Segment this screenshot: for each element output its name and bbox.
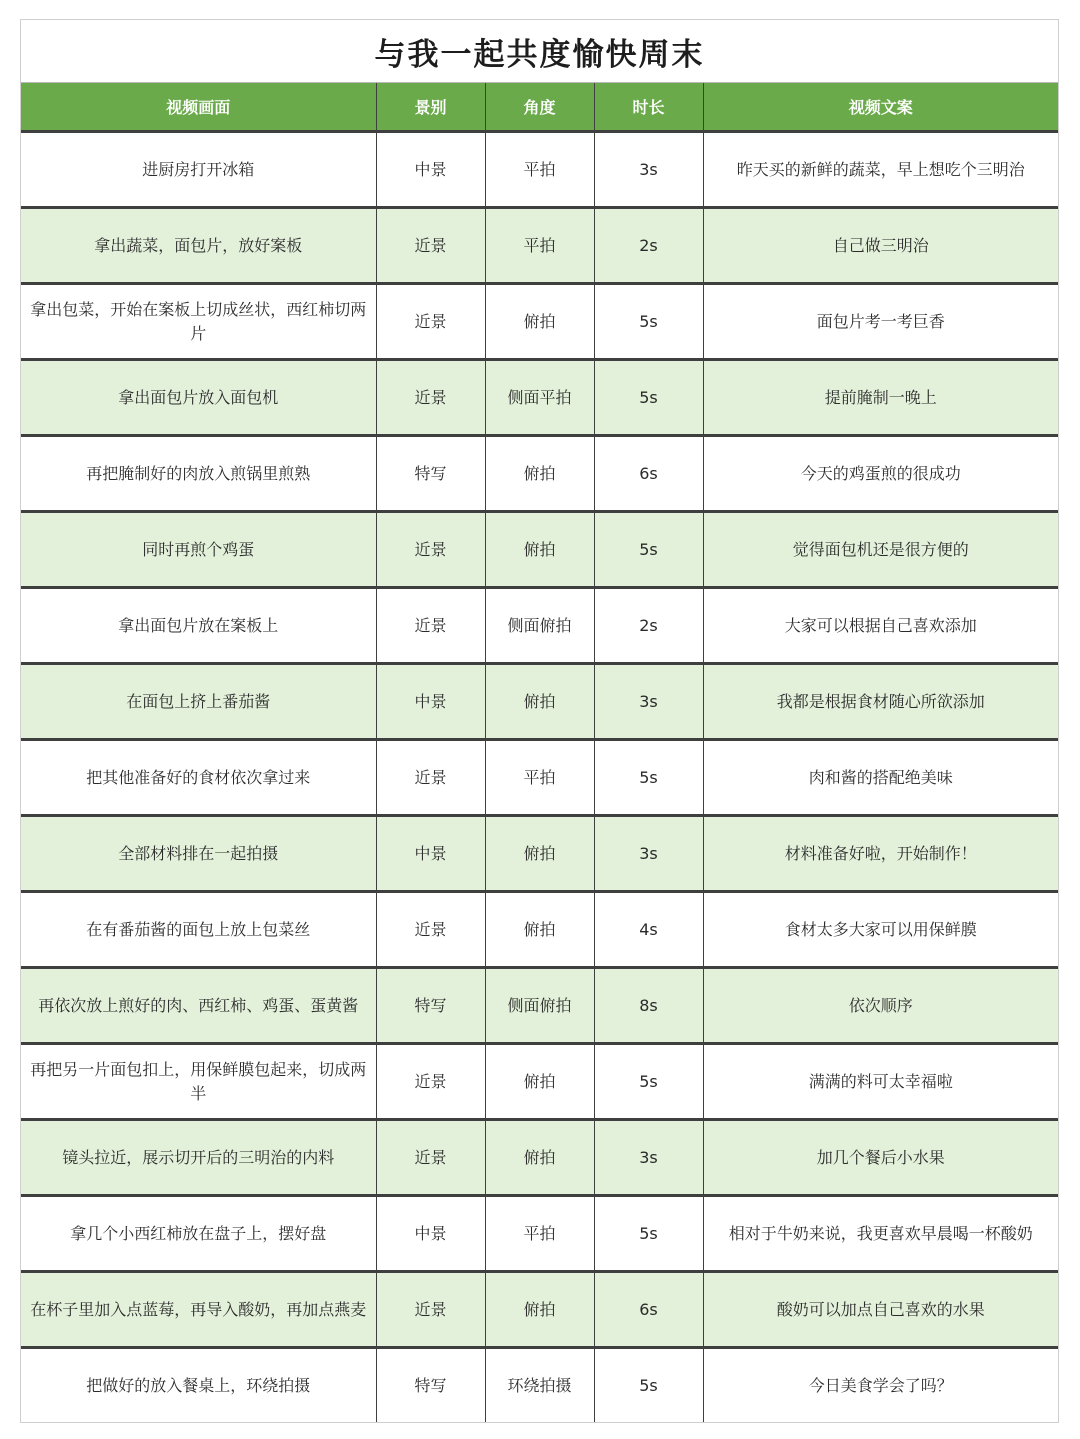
cell-shot: 中景 xyxy=(376,132,485,208)
cell-duration: 3s xyxy=(594,1120,703,1196)
cell-shot: 特写 xyxy=(376,1348,485,1423)
cell-scene: 拿出蔬菜，面包片，放好案板 xyxy=(21,208,376,284)
cell-angle: 俯拍 xyxy=(485,1272,594,1348)
table-row xyxy=(21,208,1058,284)
cell-scene: 全部材料排在一起拍摄 xyxy=(21,816,376,892)
table-row xyxy=(21,284,1058,360)
table-row xyxy=(21,1120,1058,1196)
cell-shot: 中景 xyxy=(376,1196,485,1272)
cell-duration: 5s xyxy=(594,360,703,436)
cell-shot: 近景 xyxy=(376,1044,485,1120)
cell-copy: 我都是根据食材随心所欲添加 xyxy=(703,664,1058,740)
header-angle: 角度 xyxy=(485,83,594,132)
cell-duration: 5s xyxy=(594,284,703,360)
cell-angle: 平拍 xyxy=(485,1196,594,1272)
cell-angle: 俯拍 xyxy=(485,816,594,892)
cell-shot: 近景 xyxy=(376,360,485,436)
header-shot: 景别 xyxy=(376,83,485,132)
table-row xyxy=(21,1196,1058,1272)
header-copy: 视频文案 xyxy=(703,83,1058,132)
cell-angle: 俯拍 xyxy=(485,664,594,740)
cell-copy: 依次顺序 xyxy=(703,968,1058,1044)
cell-scene: 在面包上挤上番茄酱 xyxy=(21,664,376,740)
cell-shot: 近景 xyxy=(376,1120,485,1196)
cell-duration: 2s xyxy=(594,588,703,664)
cell-copy: 觉得面包机还是很方便的 xyxy=(703,512,1058,588)
cell-copy: 材料准备好啦，开始制作！ xyxy=(703,816,1058,892)
cell-copy: 加几个餐后小水果 xyxy=(703,1120,1058,1196)
cell-angle: 侧面俯拍 xyxy=(485,588,594,664)
cell-angle: 侧面平拍 xyxy=(485,360,594,436)
storyboard-sheet xyxy=(20,19,1059,1423)
cell-duration: 3s xyxy=(594,816,703,892)
cell-duration: 5s xyxy=(594,1348,703,1423)
cell-duration: 4s xyxy=(594,892,703,968)
cell-angle: 俯拍 xyxy=(485,512,594,588)
table-row xyxy=(21,1044,1058,1120)
cell-angle: 俯拍 xyxy=(485,892,594,968)
cell-scene: 把做好的放入餐桌上，环绕拍摄 xyxy=(21,1348,376,1423)
storyboard-table xyxy=(21,83,1058,1422)
page-title: 与我一起共度愉快周末 xyxy=(21,20,1058,83)
cell-angle: 俯拍 xyxy=(485,284,594,360)
cell-shot: 特写 xyxy=(376,436,485,512)
cell-scene: 拿出面包片放在案板上 xyxy=(21,588,376,664)
cell-shot: 近景 xyxy=(376,284,485,360)
cell-copy: 大家可以根据自己喜欢添加 xyxy=(703,588,1058,664)
cell-scene: 再依次放上煎好的肉、西红柿、鸡蛋、蛋黄酱 xyxy=(21,968,376,1044)
cell-duration: 5s xyxy=(594,1044,703,1120)
cell-shot: 近景 xyxy=(376,740,485,816)
cell-shot: 中景 xyxy=(376,664,485,740)
table-row xyxy=(21,436,1058,512)
cell-scene: 把其他准备好的食材依次拿过来 xyxy=(21,740,376,816)
table-row xyxy=(21,740,1058,816)
table-row xyxy=(21,132,1058,208)
cell-angle: 平拍 xyxy=(485,740,594,816)
cell-duration: 5s xyxy=(594,740,703,816)
cell-copy: 面包片考一考巨香 xyxy=(703,284,1058,360)
cell-scene: 同时再煎个鸡蛋 xyxy=(21,512,376,588)
table-body xyxy=(21,132,1058,1423)
header-scene: 视频画面 xyxy=(21,83,376,132)
cell-scene: 在杯子里加入点蓝莓，再导入酸奶，再加点燕麦 xyxy=(21,1272,376,1348)
table-row xyxy=(21,1348,1058,1423)
table-row xyxy=(21,968,1058,1044)
cell-duration: 6s xyxy=(594,436,703,512)
cell-scene: 进厨房打开冰箱 xyxy=(21,132,376,208)
cell-angle: 俯拍 xyxy=(485,436,594,512)
cell-scene: 再把另一片面包扣上，用保鲜膜包起来，切成两半 xyxy=(21,1044,376,1120)
cell-duration: 5s xyxy=(594,512,703,588)
cell-shot: 近景 xyxy=(376,892,485,968)
cell-duration: 5s xyxy=(594,1196,703,1272)
table-row xyxy=(21,664,1058,740)
cell-duration: 6s xyxy=(594,1272,703,1348)
cell-shot: 特写 xyxy=(376,968,485,1044)
cell-shot: 近景 xyxy=(376,588,485,664)
cell-copy: 肉和酱的搭配绝美味 xyxy=(703,740,1058,816)
table-row xyxy=(21,892,1058,968)
cell-angle: 俯拍 xyxy=(485,1044,594,1120)
table-row xyxy=(21,816,1058,892)
cell-scene: 再把腌制好的肉放入煎锅里煎熟 xyxy=(21,436,376,512)
cell-duration: 8s xyxy=(594,968,703,1044)
cell-scene: 拿出包菜，开始在案板上切成丝状，西红柿切两片 xyxy=(21,284,376,360)
cell-copy: 提前腌制一晚上 xyxy=(703,360,1058,436)
table-row xyxy=(21,588,1058,664)
cell-copy: 满满的料可太幸福啦 xyxy=(703,1044,1058,1120)
header-duration: 时长 xyxy=(594,83,703,132)
cell-duration: 3s xyxy=(594,132,703,208)
cell-angle: 环绕拍摄 xyxy=(485,1348,594,1423)
cell-duration: 2s xyxy=(594,208,703,284)
cell-angle: 平拍 xyxy=(485,132,594,208)
cell-copy: 今日美食学会了吗？ xyxy=(703,1348,1058,1423)
cell-copy: 酸奶可以加点自己喜欢的水果 xyxy=(703,1272,1058,1348)
cell-scene: 拿出面包片放入面包机 xyxy=(21,360,376,436)
cell-scene: 镜头拉近，展示切开后的三明治的内料 xyxy=(21,1120,376,1196)
cell-shot: 近景 xyxy=(376,208,485,284)
cell-angle: 俯拍 xyxy=(485,1120,594,1196)
cell-scene: 拿几个小西红柿放在盘子上，摆好盘 xyxy=(21,1196,376,1272)
cell-copy: 昨天买的新鲜的蔬菜，早上想吃个三明治 xyxy=(703,132,1058,208)
cell-copy: 食材太多大家可以用保鲜膜 xyxy=(703,892,1058,968)
cell-copy: 今天的鸡蛋煎的很成功 xyxy=(703,436,1058,512)
cell-shot: 中景 xyxy=(376,816,485,892)
table-header xyxy=(21,83,1058,132)
cell-copy: 相对于牛奶来说，我更喜欢早晨喝一杯酸奶 xyxy=(703,1196,1058,1272)
cell-shot: 近景 xyxy=(376,1272,485,1348)
table-row xyxy=(21,1272,1058,1348)
cell-angle: 侧面俯拍 xyxy=(485,968,594,1044)
cell-shot: 近景 xyxy=(376,512,485,588)
cell-copy: 自己做三明治 xyxy=(703,208,1058,284)
cell-duration: 3s xyxy=(594,664,703,740)
cell-scene: 在有番茄酱的面包上放上包菜丝 xyxy=(21,892,376,968)
header-row xyxy=(21,83,1058,132)
table-row xyxy=(21,360,1058,436)
cell-angle: 平拍 xyxy=(485,208,594,284)
table-row xyxy=(21,512,1058,588)
